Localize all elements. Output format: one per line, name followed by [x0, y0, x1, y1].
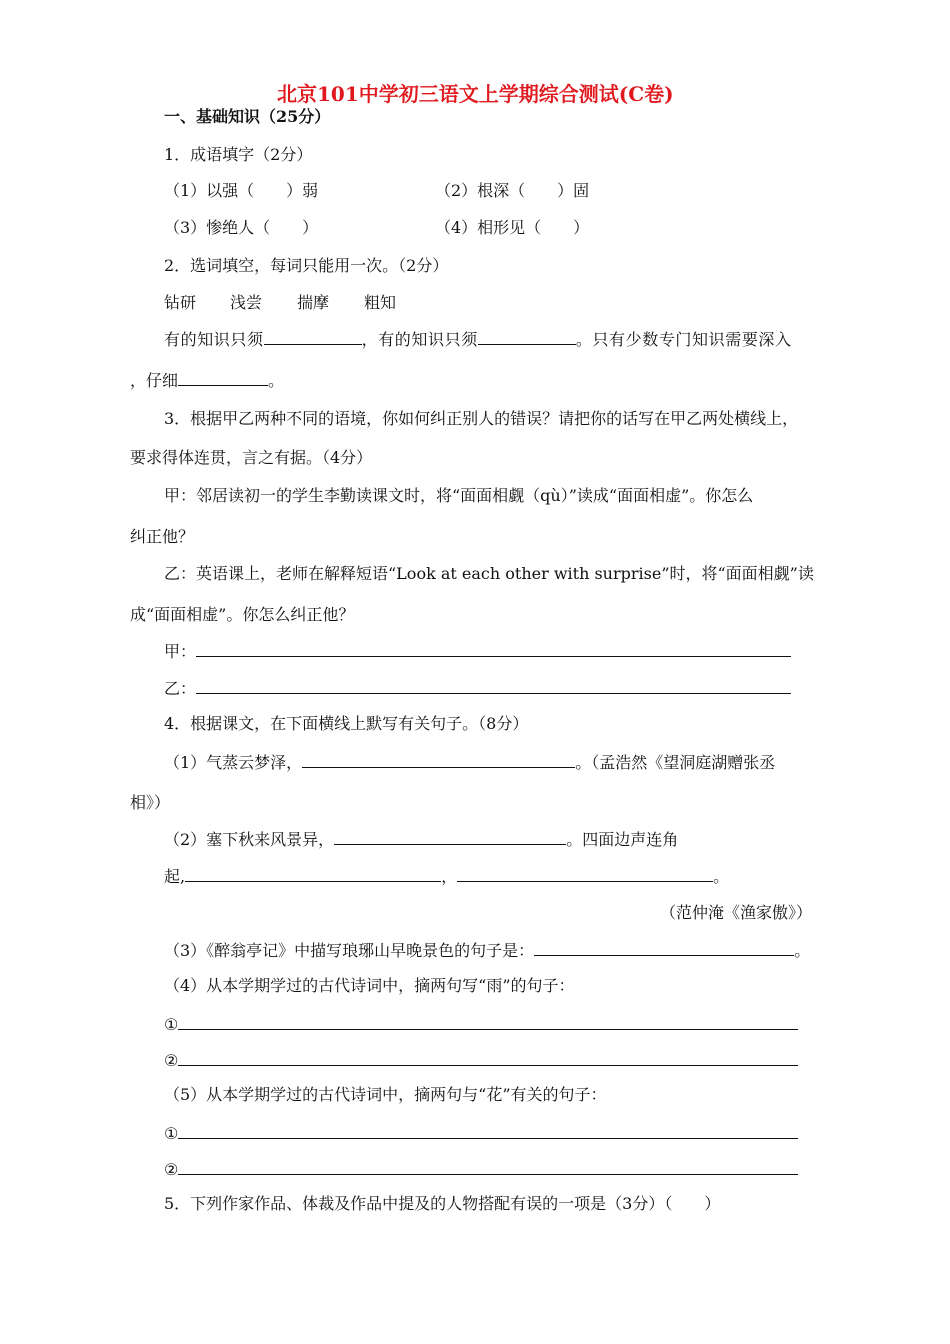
- question-3-stem-line-2: 要求得体连贯，言之有据。（4分）: [130, 448, 373, 467]
- context-yi-line-1: 乙：英语课上，老师在解释短语“Look at each other with surprise”时，将“面面相觑”读: [164, 564, 814, 583]
- question-4-part-3: [164, 940, 810, 961]
- sentence-part: 。（孟浩然《望洞庭湖赠张丞: [575, 753, 776, 772]
- answer-blank[interactable]: [334, 829, 566, 845]
- sentence-part: （3）《醉翁亭记》中描写琅琊山早晚景色的句子是：: [164, 941, 535, 960]
- sentence-part: 有的知识只须: [164, 330, 264, 349]
- answer-label: 乙：: [164, 679, 197, 698]
- question-4-part-1: [164, 752, 775, 773]
- sentence-part: 。: [794, 941, 811, 960]
- circled-number: ①: [164, 1124, 179, 1143]
- word-choice-4: 粗知: [364, 293, 397, 312]
- context-jia-line-1: 甲：邻居读初一的学生李勤读课文时，将“面面相觑（qù）”读成“面面相虚”。你怎么: [164, 486, 754, 505]
- word-choice-3: 揣摩: [297, 293, 330, 312]
- sentence-part: ，有的知识只须: [361, 330, 478, 349]
- question-1-item-3: （3）惨绝人（ ）: [164, 218, 319, 237]
- answer-label: 甲：: [164, 642, 197, 661]
- answer-blank[interactable]: [534, 940, 794, 956]
- context-jia-line-2: 纠正他？: [130, 527, 195, 546]
- answer-blank[interactable]: [302, 752, 575, 768]
- answer-blank[interactable]: [457, 866, 713, 882]
- answer-blank[interactable]: [178, 1014, 798, 1030]
- question-3-stem-line-1: 3．根据甲乙两种不同的语境，你如何纠正别人的错误？请把你的话写在甲乙两处横线上，: [164, 409, 799, 428]
- answer-blank[interactable]: [196, 641, 791, 657]
- answer-blank[interactable]: [178, 1123, 798, 1139]
- answer-blank[interactable]: [478, 329, 576, 345]
- question-2-stem: 2．选词填空，每词只能用一次。（2分）: [164, 256, 449, 275]
- context-yi-line-2: 成“面面相虚”。你怎么纠正他？: [130, 605, 355, 624]
- answer-blank[interactable]: [264, 329, 362, 345]
- question-2-sentence-line-1: [164, 329, 792, 350]
- sentence-part: 。: [713, 867, 730, 886]
- circled-number: ②: [164, 1051, 179, 1070]
- question-1-item-2: （2）根深（ ）固: [435, 181, 590, 200]
- sentence-part: （2）塞下秋来风景异，: [164, 830, 335, 849]
- sentence-part: ，: [441, 867, 458, 886]
- word-choice-2: 浅尝: [230, 293, 263, 312]
- answer-blank[interactable]: [178, 1050, 798, 1066]
- question-4-part-4: （4）从本学期学过的古代诗词中，摘两句写“雨”的句子：: [164, 976, 575, 995]
- answer-blank[interactable]: [196, 678, 791, 694]
- answer-blank[interactable]: [178, 1159, 798, 1175]
- question-1-item-4: （4）相形见（ ）: [435, 218, 590, 237]
- sentence-part: 。只有少数专门知识需要深入: [575, 330, 792, 349]
- question-1-item-1: （1）以强（ ）弱: [164, 181, 319, 200]
- answer-jia-line: [164, 641, 791, 662]
- word-choice-1: 钻研: [164, 293, 197, 312]
- circled-number: ①: [164, 1015, 179, 1034]
- question-4-part-2: [164, 829, 678, 850]
- question-2-sentence-line-2: [130, 370, 284, 391]
- question-4-part-2-cont: [164, 866, 729, 887]
- section-heading: 一、基础知识（25分）: [164, 107, 331, 126]
- question-4-part-2-source: （范仲淹《渔家傲》）: [660, 903, 813, 922]
- answer-blank[interactable]: [185, 866, 441, 882]
- answer-blank[interactable]: [178, 370, 268, 386]
- circled-number: ②: [164, 1160, 179, 1179]
- question-5-stem: 5．下列作家作品、体裁及作品中提及的人物搭配有误的一项是（3分）（ ）: [164, 1194, 721, 1213]
- page-title: 北京101中学初三语文上学期综合测试(C卷): [277, 82, 674, 106]
- sentence-part: 。: [268, 371, 285, 390]
- sentence-part: ，仔细: [130, 371, 179, 390]
- flower-answer-2: [164, 1159, 798, 1180]
- question-4-part-5: （5）从本学期学过的古代诗词中，摘两句与“花”有关的句子：: [164, 1085, 607, 1104]
- rain-answer-2: [164, 1050, 798, 1071]
- question-4-part-1-cont: 相》）: [130, 793, 171, 812]
- sentence-part: 。四面边声连角: [566, 830, 679, 849]
- flower-answer-1: [164, 1123, 798, 1144]
- sentence-part: 起,: [164, 867, 186, 886]
- rain-answer-1: [164, 1014, 798, 1035]
- answer-yi-line: [164, 678, 791, 699]
- question-1-stem: 1．成语填字（2分）: [164, 145, 313, 164]
- question-4-stem: 4．根据课文，在下面横线上默写有关句子。（8分）: [164, 714, 529, 733]
- sentence-part: （1）气蒸云梦泽，: [164, 753, 303, 772]
